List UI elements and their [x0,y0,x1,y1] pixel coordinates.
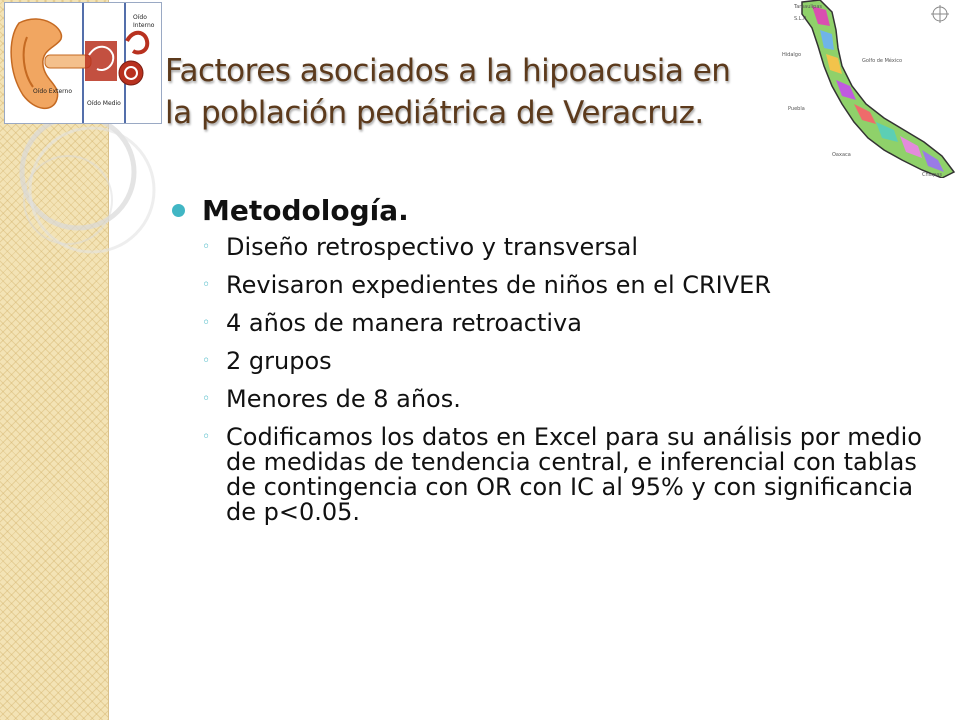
methodology-list [172,235,932,525]
ring-bullet-icon: ◦ [202,391,211,407]
ring-bullet-icon: ◦ [202,277,211,293]
map-label-golfo: Golfo de México [862,58,903,64]
list-item-text: Revisaron expedientes de niños en el CRIVER [226,271,772,299]
list-item-text: Codificamos los datos en Excel para su análisis por medio de medidas de tendencia central, e inferencial con tablas de contingencia con OR con IC al 95% y con significancia de p<0.05. [226,423,922,526]
map-label-tamaulipas: Tamaulipas [794,4,823,10]
list-item [202,349,932,374]
list-item [202,425,932,525]
list-item-text: Menores de 8 años. [226,385,461,413]
slide-content [172,194,932,538]
title-line-2: la población pediátrica de Veracruz. [165,95,704,131]
ear-label-interno: Interno [133,22,155,29]
map-label-slp: S.L.P. [794,16,807,22]
slide-title [165,50,785,134]
veracruz-map-image [772,0,960,178]
map-label-chiapas: Chiapas [922,172,942,178]
ear-label-oido: Oído [133,14,147,21]
list-item [202,235,932,260]
list-item-text: 2 grupos [226,347,332,375]
ring-bullet-icon: ◦ [202,315,211,331]
ring-bullet-icon: ◦ [202,239,211,255]
list-item-text: Diseño retrospectivo y transversal [226,233,639,261]
map-label-puebla: Puebla [788,106,805,112]
map-label-hidalgo: Hidalgo [782,52,802,58]
ear-anatomy-image [4,2,162,124]
list-item [202,311,932,336]
list-item-text: 4 años de manera retroactiva [226,309,582,337]
map-label-oaxaca: Oaxaca [832,152,851,158]
ring-bullet-icon: ◦ [202,429,211,445]
ring-bullet-icon: ◦ [202,353,211,369]
bullet-dot-icon [172,204,185,217]
list-item [202,387,932,412]
methodology-heading: Metodología. [202,194,409,227]
compass-rose-icon [931,5,949,23]
ear-label-oido-medio: Oído Medio [87,100,121,107]
list-item [202,273,932,298]
methodology-heading-row [172,194,932,227]
title-line-1: Factores asociados a la hipoacusia en [165,53,731,89]
ear-label-oido-externo: Oído Externo [33,88,72,95]
